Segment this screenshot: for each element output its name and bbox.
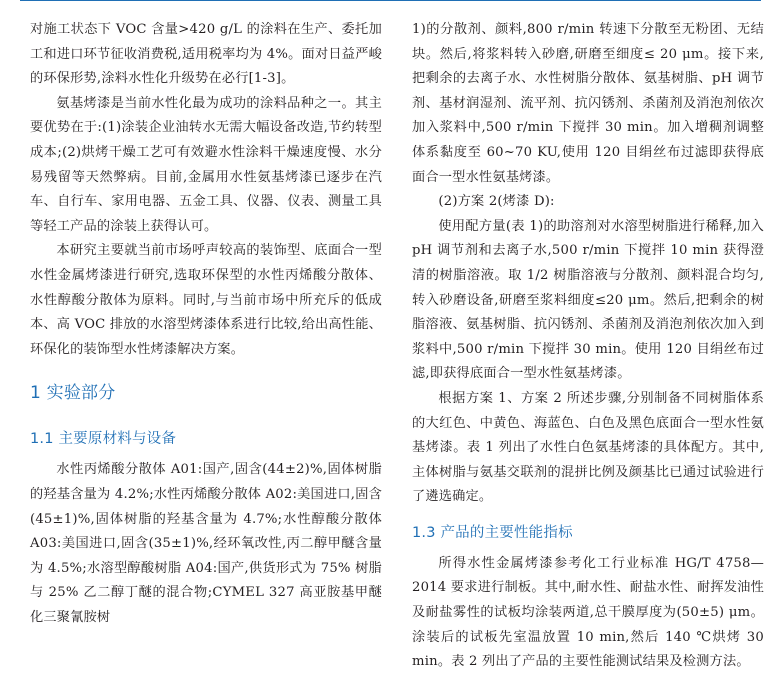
paragraph: 所得水性金属烤漆参考化工行业标准 HG/T 4758—2014 要求进行制板。其中,耐水性、耐盐水性、耐挥发油性及耐盐雾性的试板均涂装两道,总干膜厚度为(50±5) μm。涂装后的试板先室温放置 10 min,然后 140 ℃烘烤 30 min。表 2 列出了产品的主要性能测试结果及检测方法。 [412, 555, 764, 670]
section-heading: 1 实验部分 [30, 383, 116, 404]
paragraph: 1)的分散剂、颜料,800 r/min 转速下分散至无粉团、无结块。然后,将浆料转入砂磨,研磨至细度≤ 20 μm。接下来,把剩余的去离子水、水性树脂分散体、氨基树脂、pH 调节剂、基材润湿剂、流平剂、抗闪锈剂、杀菌剂及消泡剂依次加入浆料中,500 r/min 下搅拌 30 min。加入增稠剂调整体系黏度至 60~70 KU,使用 120 目绢丝布过滤即获得底面合一型水性氨基烤漆。 [412, 22, 764, 185]
paragraph: 氨基烤漆是当前水性化最为成功的涂料品种之一。其主要优势在于:(1)涂装企业油转水无需大幅设备改造,节约转型成本;(2)烘烤干燥工艺可有效避水性涂料干燥速度慢、水分易残留等天然弊病。目前,金属用水性氨基烤漆已逐步在汽车、自行车、家用电器、五金工具、仪器、仪表、测量工具等轻工产品的涂装上获得认可。 [30, 95, 382, 234]
paragraph: (2)方案 2(烤漆 D): [438, 194, 555, 210]
paragraph: 水性丙烯酸分散体 A01:国产,固含(44±2)%,固体树脂的羟基含量为 4.2%;水性丙烯酸分散体 A02:美国进口,固含(45±1)%,固体树脂的羟基含量为 4.7%;水性醇酸分散体 A03:美国进口,固含(35±1)%,经环氧改性,丙二醇甲醚含量为 4.5%;水溶型醇酸树脂 A04:国产,供货形式为 75% 树脂与 25% 乙二醇丁醚的混合物;CYMEL 327 高亚胺基甲醚化三聚氰胺树 [30, 462, 382, 625]
paragraph: 本研究主要就当前市场呼声较高的装饰型、底面合一型水性金属烤漆进行研究,选取环保型的水性丙烯酸分散体、水性醇酸分散体为原料。同时,与当前市场中所充斥的低成本、高 VOC 排放的水溶型烤漆体系进行比较,给出高性能、环保化的装饰型水性烤漆解决方案。 [30, 243, 382, 357]
subsection-heading: 1.1 主要原材料与设备 [30, 431, 177, 448]
paragraph: 对施工状态下 VOC 含量>420 g/L 的涂料在生产、委托加工和进口环节征收消费税,适用税率均为 4%。面对日益严峻的环保形势,涂料水性化升级势在必行[1-3]。 [30, 22, 382, 87]
paragraph: 根据方案 1、方案 2 所述步骤,分别制备不同树脂体系的大红色、中黄色、海蓝色、白色及黑色底面合一型水性氨基烤漆。表 1 列出了水性白色氨基烤漆的具体配方。其中,主体树脂与氨基交联剂的混拼比例及颜基比已通过试验进行了遴选确定。 [412, 390, 764, 505]
left-column [30, 18, 382, 630]
paragraph: 使用配方量(表 1)的助溶剂对水溶型树脂进行稀释,加入 pH 调节剂和去离子水,500 r/min 下搅拌 10 min 获得澄清的树脂溶液。取 1/2 树脂溶液与分散剂、颜料混合均匀,转入砂磨设备,研磨至浆料细度≤20 μm。然后,把剩余的树脂溶液、氨基树脂、抗闪锈剂、杀菌剂及消泡剂依次加入到浆料中,500 r/min 下搅拌 30 min。使用 120 目绢丝布过滤,即获得底面合一型水性氨基烤漆。 [412, 218, 764, 382]
right-column [412, 18, 764, 675]
subsection-heading: 1.3 产品的主要性能指标 [412, 524, 573, 541]
